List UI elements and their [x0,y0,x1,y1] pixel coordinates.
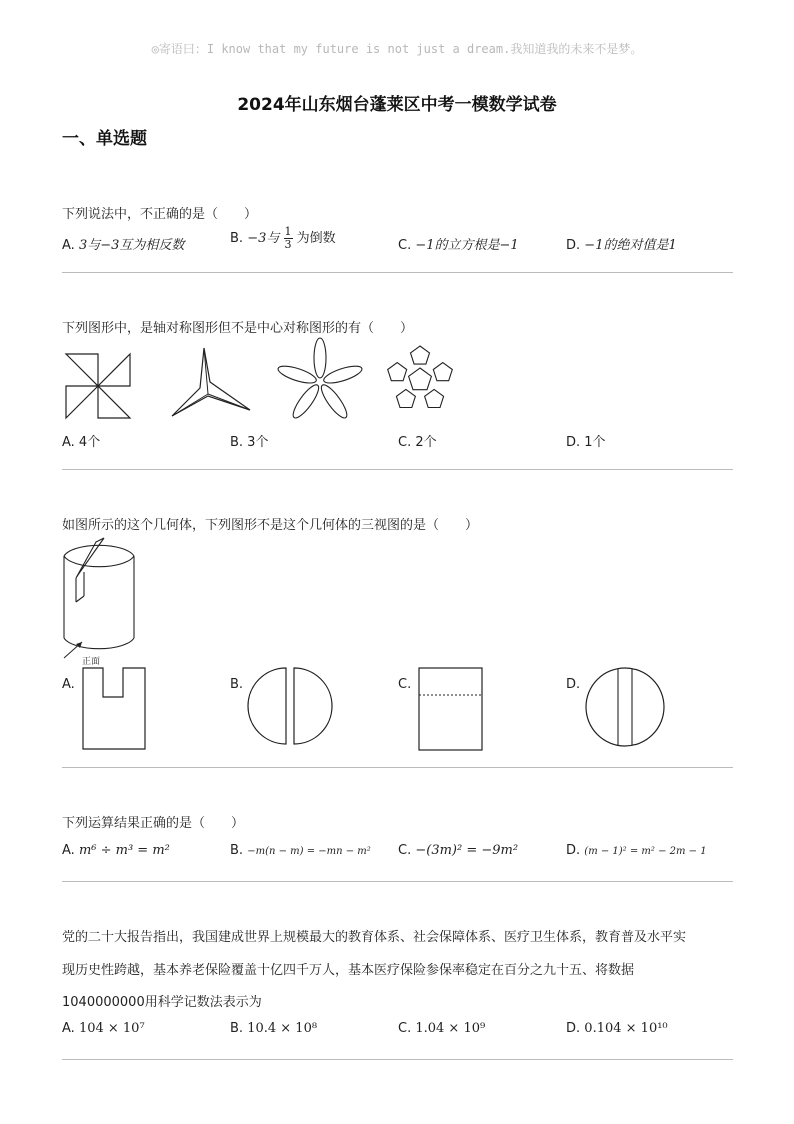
question-5-line-1: 党的二十大报告指出，我国建成世界上规模最大的教育体系、社会保障体系、医疗卫生体系，教育普及水平实 [62,930,687,945]
question-4-stem: 下列运算结果正确的是（ ） [62,816,245,831]
section-heading: 一、单选题 [62,129,147,149]
pentagon-ring-figure [382,344,458,414]
option-letter: C. [398,843,412,858]
question-5-option-a [62,1021,145,1036]
option-text: 104 × 10⁷ [78,1021,145,1036]
option-text: 0.104 × 10¹⁰ [584,1021,668,1036]
option-d-view-figure [584,666,666,748]
page-title: 2024年山东烟台蓬莱区中考一模数学试卷 [237,95,557,115]
option-letter: A. [62,843,75,858]
option-letter: D. [566,238,581,253]
option-a-view-figure [82,667,148,751]
petal-flower-figure [278,340,362,424]
question-5-line-2: 现历史性跨越，基本养老保险覆盖十亿四千万人，基本医疗保险参保率稳定在百分之九十五、将数据 [62,963,635,978]
option-letter: C. [398,1021,412,1036]
question-2-option-d: D. 1个 [566,435,606,450]
fraction [284,226,293,251]
question-5-option-c [398,1021,485,1036]
slotted-cylinder-figure [56,536,140,666]
question-1-option-c [398,234,519,253]
option-letter: C. [398,238,412,253]
question-1-option-a [62,234,184,253]
option-text: −1的立方根是−1 [415,238,519,253]
option-letter: A. [62,238,75,253]
option-text: 3与−3互为相反数 [78,238,185,253]
question-4-option-d [566,843,707,858]
option-letter: D. [566,843,581,858]
divider [62,767,733,768]
question-5-option-d [566,1021,668,1036]
question-5-option-b [230,1021,317,1036]
question-1-stem: 下列说法中，不正确的是（ ） [62,207,258,222]
divider [62,1059,733,1060]
fraction-numerator: 1 [284,225,292,238]
question-5-line-3: 1040000000用科学记数法表示为 [62,995,262,1010]
divider [62,272,733,273]
question-2-stem: 下列图形中，是轴对称图形但不是中心对称图形的有（ ） [62,321,414,336]
option-letter: D. [566,1021,581,1036]
option-text-pre: −3与 [247,231,280,246]
three-point-star-figure [170,346,252,418]
option-text: −(3m)² = −9m² [415,843,519,858]
option-letter: A. [62,1021,75,1036]
question-2-option-a: A. 4个 [62,435,101,450]
option-text-post: 为倒数 [296,231,336,246]
option-text: −m(n − m) = −mn − m² [247,846,371,857]
question-2-option-c: C. 2个 [398,435,437,450]
option-letter: B. [230,1021,244,1036]
option-letter: B. [230,231,244,246]
motto-header: ◎寄语曰：I know that my future is not just a dream.我知道我的未来不是梦。 [151,42,643,56]
question-3-option-d: D. [566,677,581,692]
option-text: 1.04 × 10⁹ [415,1021,486,1036]
question-1-option-b [230,226,336,251]
question-4-option-b [230,843,371,858]
option-text: 10.4 × 10⁸ [247,1021,318,1036]
option-letter: B. [230,843,244,858]
fraction-denominator: 3 [284,238,292,251]
question-1-option-d [566,234,677,253]
pinwheel-figure [64,352,132,420]
question-3-option-a: A. [62,677,75,692]
question-3-stem: 如图所示的这个几何体，下列图形不是这个几何体的三视图的是（ ） [62,518,479,533]
option-b-view-figure [248,666,330,746]
option-c-view-figure [418,667,484,751]
question-3-option-b: B. [230,677,244,692]
option-text: m⁶ ÷ m³ = m² [78,843,170,858]
question-4-option-c [398,843,518,858]
divider [62,881,733,882]
option-text: (m − 1)² = m² − 2m − 1 [584,846,707,857]
question-3-option-c: C. [398,677,412,692]
question-2-option-b: B. 3个 [230,435,269,450]
question-4-option-a [62,843,170,858]
front-label: 正面 [82,657,101,667]
divider [62,469,733,470]
option-text: −1的绝对值是1 [584,238,677,253]
